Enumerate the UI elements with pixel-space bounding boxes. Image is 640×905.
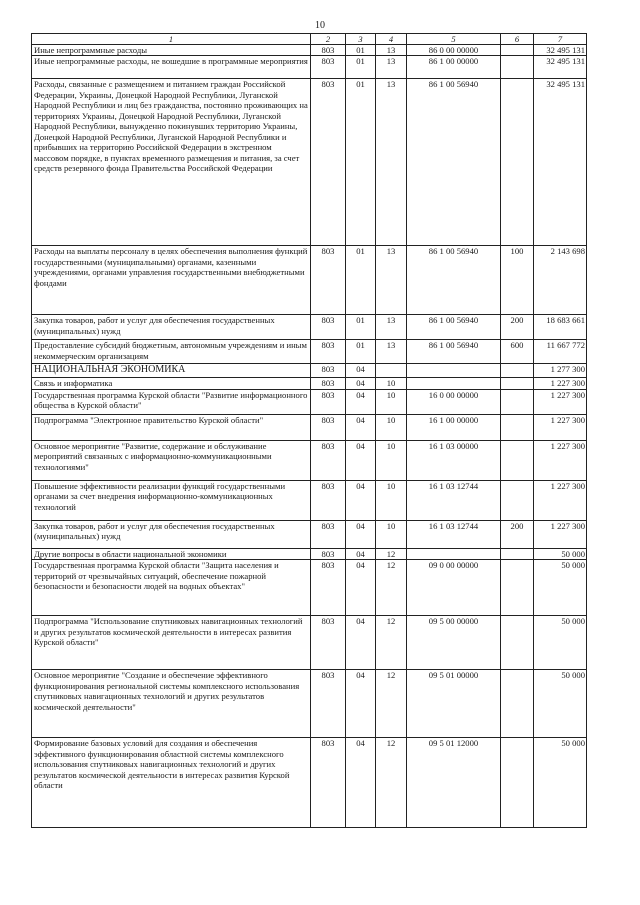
header-col-4: 4 xyxy=(376,34,407,45)
row-name: Расходы, связанные с размещением и питанием граждан Российской Федерации, Украины, Донецкой Народной Республики, Луганской Народной Республики и лиц без гражданства, постоянно проживающих на территориях Украины, Донецкой Народной Республики, Луганской Народной Республики, вынужденно покинувших территорию Украины, Донецкой Народной Республики, Луганской Народной Республики и прибывших на территорию Российской Федерации в экстренном массовом порядке, в пунктах временного размещения и питания, за счет средств резервного фонда Правительства Российской Федерации xyxy=(32,79,311,246)
row-target-article: 86 0 00 00000 xyxy=(407,45,501,56)
table-row xyxy=(32,45,587,56)
table-row xyxy=(32,670,587,738)
table-row xyxy=(32,560,587,616)
row-subsection: 12 xyxy=(376,548,407,559)
row-expense-type xyxy=(501,79,534,246)
row-subsection: 10 xyxy=(376,414,407,440)
row-target-article: 86 1 00 56940 xyxy=(407,340,501,364)
row-expense-type xyxy=(501,440,534,480)
table-row xyxy=(32,340,587,364)
table-row xyxy=(32,414,587,440)
header-col-3: 3 xyxy=(346,34,376,45)
row-section: 04 xyxy=(346,440,376,480)
row-name: Формирование базовых условий для создания и обеспечения эффективного функционирования областной системы комплексного использования спутниковых навигационных технологий и других результатов космической деятельности в интересах развития Курской области xyxy=(32,738,311,828)
row-ved: 803 xyxy=(311,738,346,828)
row-name: Иные непрограммные расходы xyxy=(32,45,311,56)
header-col-6: 6 xyxy=(501,34,534,45)
row-ved: 803 xyxy=(311,45,346,56)
row-name: Основное мероприятие "Создание и обеспечение эффективного функционирования региональной системы комплексного использования спутниковых навигационных технологий и других результатов космической деятельности" xyxy=(32,670,311,738)
row-ved: 803 xyxy=(311,377,346,389)
row-target-article: 09 0 00 00000 xyxy=(407,560,501,616)
row-target-article: 09 5 01 00000 xyxy=(407,670,501,738)
table-row xyxy=(32,548,587,559)
row-name: Расходы на выплаты персоналу в целях обеспечения выполнения функций государственными (муниципальными) органами, казенными учреждениями, органами управления государственными внебюджетными фондами xyxy=(32,246,311,315)
row-amount: 50 000 xyxy=(534,560,587,616)
row-amount: 11 667 772 xyxy=(534,340,587,364)
row-amount: 1 227 300 xyxy=(534,480,587,520)
row-name: Подпрограмма "Использование спутниковых навигационных технологий и других результатов космической деятельности в интересах развития Курской области" xyxy=(32,616,311,670)
row-amount: 50 000 xyxy=(534,548,587,559)
table-row xyxy=(32,315,587,340)
row-section: 04 xyxy=(346,364,376,377)
row-name: Предоставление субсидий бюджетным, автономным учреждениям и иным некоммерческим организациям xyxy=(32,340,311,364)
row-subsection: 13 xyxy=(376,340,407,364)
row-expense-type: 100 xyxy=(501,246,534,315)
row-ved: 803 xyxy=(311,480,346,520)
row-section: 04 xyxy=(346,480,376,520)
row-target-article: 86 1 00 00000 xyxy=(407,56,501,79)
row-name: Подпрограмма "Электронное правительство Курской области" xyxy=(32,414,311,440)
row-expense-type xyxy=(501,414,534,440)
row-target-article: 16 0 00 00000 xyxy=(407,389,501,414)
row-ved: 803 xyxy=(311,616,346,670)
row-section: 01 xyxy=(346,246,376,315)
row-amount: 1 227 300 xyxy=(534,377,587,389)
row-expense-type xyxy=(501,616,534,670)
table-row xyxy=(32,440,587,480)
row-subsection: 13 xyxy=(376,246,407,315)
row-ved: 803 xyxy=(311,364,346,377)
table-row xyxy=(32,389,587,414)
row-subsection: 12 xyxy=(376,738,407,828)
row-ved: 803 xyxy=(311,315,346,340)
row-expense-type: 200 xyxy=(501,520,534,548)
row-target-article: 16 1 00 00000 xyxy=(407,414,501,440)
row-ved: 803 xyxy=(311,389,346,414)
row-expense-type xyxy=(501,548,534,559)
row-target-article: 09 5 00 00000 xyxy=(407,616,501,670)
row-ved: 803 xyxy=(311,670,346,738)
row-amount: 50 000 xyxy=(534,738,587,828)
row-ved: 803 xyxy=(311,440,346,480)
row-target-article: 86 1 00 56940 xyxy=(407,315,501,340)
row-subsection: 10 xyxy=(376,389,407,414)
row-section: 01 xyxy=(346,315,376,340)
row-ved: 803 xyxy=(311,79,346,246)
row-section: 04 xyxy=(346,560,376,616)
row-target-article: 09 5 01 12000 xyxy=(407,738,501,828)
row-amount: 1 227 300 xyxy=(534,414,587,440)
row-expense-type xyxy=(501,560,534,616)
row-name: Государственная программа Курской области "Развитие информационного общества в Курской области" xyxy=(32,389,311,414)
page-number: 10 xyxy=(315,20,325,31)
row-name: Иные непрограммные расходы, не вошедшие в программные мероприятия xyxy=(32,56,311,79)
row-ved: 803 xyxy=(311,246,346,315)
row-name: НАЦИОНАЛЬНАЯ ЭКОНОМИКА xyxy=(32,364,311,377)
row-target-article: 16 1 03 12744 xyxy=(407,520,501,548)
row-target-article: 16 1 03 00000 xyxy=(407,440,501,480)
row-amount: 1 227 300 xyxy=(534,520,587,548)
row-target-article: 86 1 00 56940 xyxy=(407,246,501,315)
row-ved: 803 xyxy=(311,414,346,440)
table-row xyxy=(32,364,587,377)
row-ved: 803 xyxy=(311,340,346,364)
row-section: 04 xyxy=(346,548,376,559)
row-amount: 2 143 698 xyxy=(534,246,587,315)
row-section: 04 xyxy=(346,377,376,389)
row-section: 01 xyxy=(346,340,376,364)
table-row xyxy=(32,520,587,548)
row-amount: 18 683 661 xyxy=(534,315,587,340)
header-col-7: 7 xyxy=(534,34,587,45)
row-ved: 803 xyxy=(311,56,346,79)
row-subsection: 13 xyxy=(376,315,407,340)
table-row xyxy=(32,56,587,79)
row-section: 04 xyxy=(346,738,376,828)
row-name: Закупка товаров, работ и услуг для обеспечения государственных (муниципальных) нужд xyxy=(32,315,311,340)
row-ved: 803 xyxy=(311,560,346,616)
row-subsection xyxy=(376,364,407,377)
row-name: Закупка товаров, работ и услуг для обеспечения государственных (муниципальных) нужд xyxy=(32,520,311,548)
row-ved: 803 xyxy=(311,548,346,559)
row-name: Связь и информатика xyxy=(32,377,311,389)
header-col-5: 5 xyxy=(407,34,501,45)
row-subsection: 10 xyxy=(376,520,407,548)
row-name: Другие вопросы в области национальной экономики xyxy=(32,548,311,559)
row-amount: 32 495 131 xyxy=(534,56,587,79)
budget-table xyxy=(31,33,587,828)
row-name: Повышение эффективности реализации функций государственными органами за счет внедрения информационно-коммуникационных технологий xyxy=(32,480,311,520)
row-expense-type xyxy=(501,364,534,377)
row-amount: 1 227 300 xyxy=(534,440,587,480)
row-subsection: 12 xyxy=(376,670,407,738)
row-amount: 1 277 300 xyxy=(534,364,587,377)
row-subsection: 13 xyxy=(376,56,407,79)
row-target-article: 16 1 03 12744 xyxy=(407,480,501,520)
row-section: 01 xyxy=(346,79,376,246)
row-section: 04 xyxy=(346,616,376,670)
row-amount: 32 495 131 xyxy=(534,45,587,56)
row-expense-type xyxy=(501,56,534,79)
row-expense-type xyxy=(501,377,534,389)
row-amount: 50 000 xyxy=(534,670,587,738)
row-target-article xyxy=(407,364,501,377)
row-subsection: 10 xyxy=(376,377,407,389)
row-subsection: 13 xyxy=(376,45,407,56)
row-section: 04 xyxy=(346,670,376,738)
row-subsection: 12 xyxy=(376,616,407,670)
row-expense-type xyxy=(501,738,534,828)
row-ved: 803 xyxy=(311,520,346,548)
row-expense-type xyxy=(501,480,534,520)
row-subsection: 13 xyxy=(376,79,407,246)
table-row xyxy=(32,616,587,670)
row-target-article xyxy=(407,377,501,389)
row-subsection: 10 xyxy=(376,480,407,520)
row-expense-type xyxy=(501,389,534,414)
row-amount: 1 227 300 xyxy=(534,389,587,414)
row-expense-type: 200 xyxy=(501,315,534,340)
row-section: 01 xyxy=(346,56,376,79)
row-expense-type xyxy=(501,670,534,738)
row-name: Основное мероприятие "Развитие, содержание и обслуживание мероприятий связанных с информационно-коммуникационными технологиями" xyxy=(32,440,311,480)
table-row xyxy=(32,738,587,828)
row-subsection: 10 xyxy=(376,440,407,480)
row-expense-type: 600 xyxy=(501,340,534,364)
row-expense-type xyxy=(501,45,534,56)
header-col-2: 2 xyxy=(311,34,346,45)
table-row xyxy=(32,246,587,315)
row-target-article: 86 1 00 56940 xyxy=(407,79,501,246)
table-row xyxy=(32,79,587,246)
row-section: 04 xyxy=(346,389,376,414)
header-row xyxy=(32,34,587,45)
header-col-1: 1 xyxy=(32,34,311,45)
table-row xyxy=(32,480,587,520)
row-amount: 32 495 131 xyxy=(534,79,587,246)
table-row xyxy=(32,377,587,389)
row-section: 01 xyxy=(346,45,376,56)
row-section: 04 xyxy=(346,414,376,440)
row-target-article xyxy=(407,548,501,559)
row-amount: 50 000 xyxy=(534,616,587,670)
row-name: Государственная программа Курской области "Защита населения и территорий от чрезвычайных ситуаций, обеспечение пожарной безопасности и безопасности людей на водных объектах" xyxy=(32,560,311,616)
row-subsection: 12 xyxy=(376,560,407,616)
row-section: 04 xyxy=(346,520,376,548)
